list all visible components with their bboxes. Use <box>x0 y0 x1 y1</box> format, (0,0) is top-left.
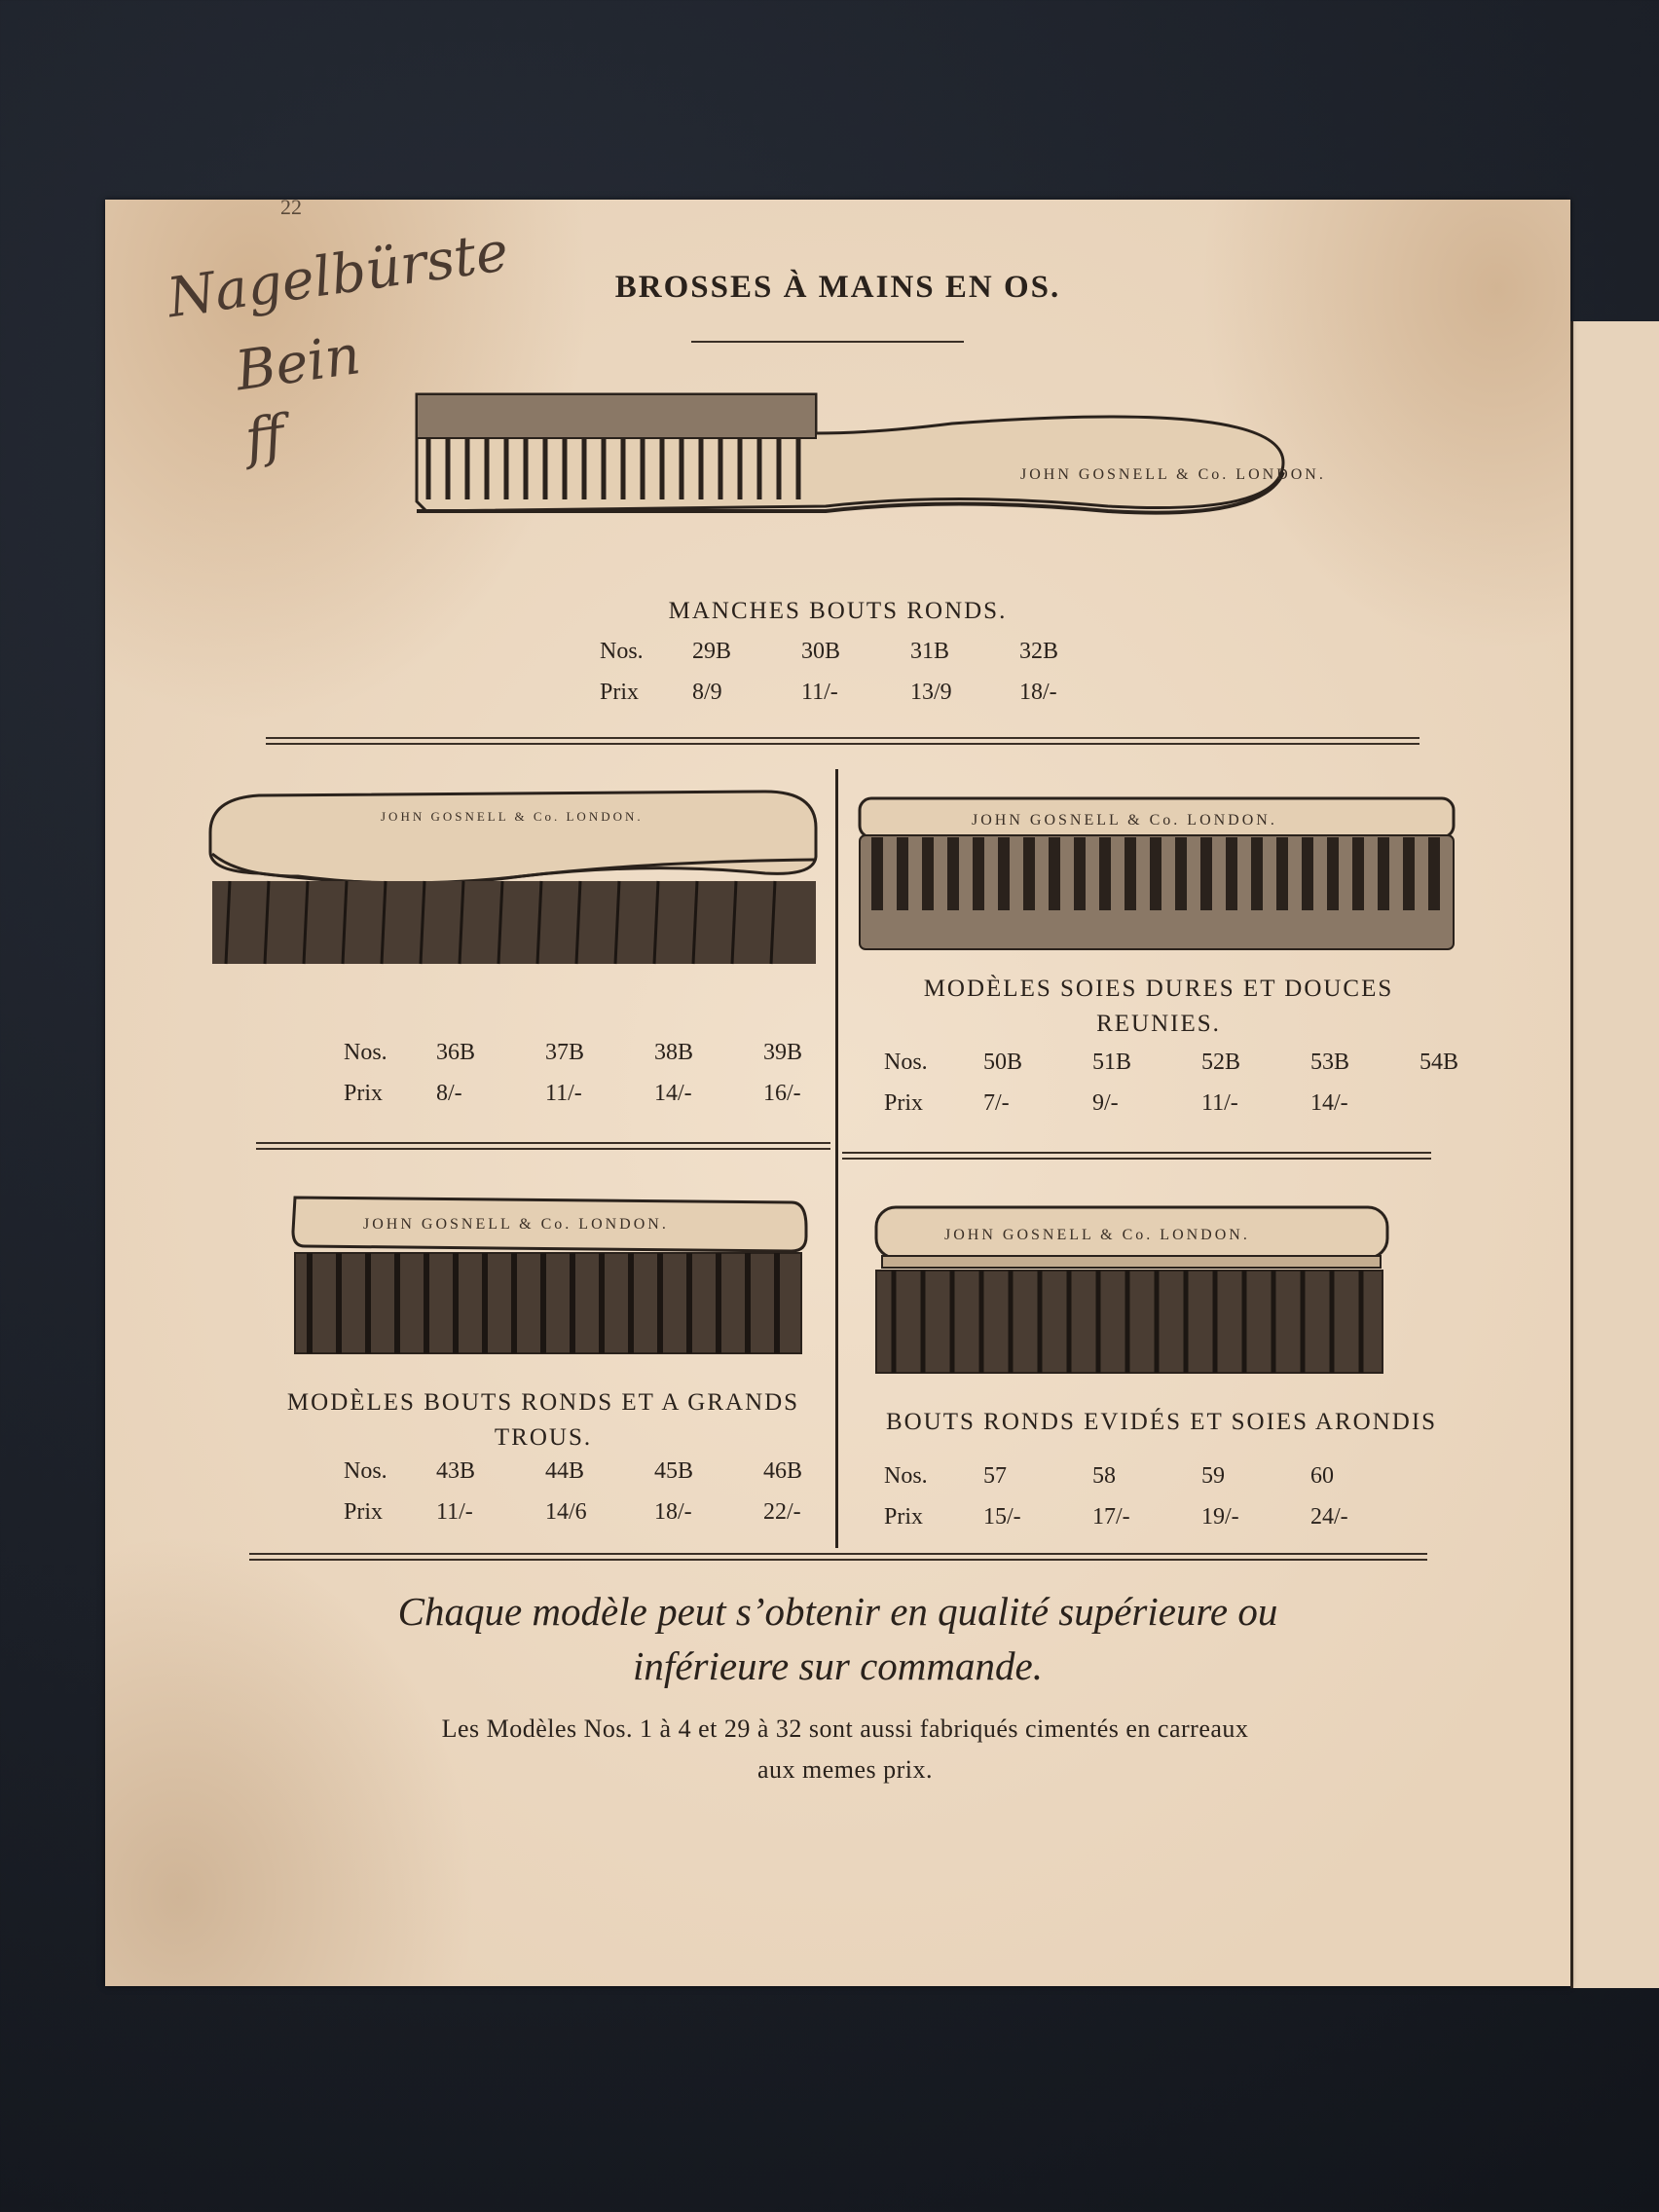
price-value: 24/- <box>1310 1503 1348 1530</box>
handle-brush-illustration <box>407 385 1400 579</box>
title-underline <box>691 341 964 343</box>
nos-label: Nos. <box>344 1457 387 1484</box>
brush-brand-text: JOHN GOSNELL & Co. LONDON. <box>1020 466 1326 483</box>
heading-line: MODÈLES BOUTS RONDS ET A GRANDS <box>286 1389 800 1416</box>
italic-line: Chaque modèle peut s’obtenir en qualité supérieure ou <box>397 1589 1278 1634</box>
table-row <box>600 631 1128 672</box>
price-value: 14/6 <box>545 1498 587 1525</box>
column-divider <box>835 769 838 1548</box>
stiff-soft-brush-illustration <box>850 789 1473 959</box>
footer-italic-note <box>105 1584 1570 1693</box>
price-value: 9/- <box>1092 1089 1119 1116</box>
price-value: 13/9 <box>910 679 952 705</box>
model-number: 53B <box>1310 1049 1350 1075</box>
price-value: 16/- <box>763 1080 801 1106</box>
section-divider <box>266 737 1419 745</box>
nos-label: Nos. <box>884 1049 928 1075</box>
model-number: 38B <box>654 1039 694 1065</box>
handwriting-line-2: Bein <box>232 323 365 404</box>
price-value: 11/- <box>1201 1089 1238 1116</box>
price-value: 15/- <box>983 1503 1021 1530</box>
large-holes-brush-illustration <box>285 1183 816 1363</box>
heading-line: REUNIES. <box>1096 1011 1221 1037</box>
section-divider-right <box>842 1152 1431 1160</box>
prix-label: Prix <box>344 1498 384 1525</box>
price-value: 8/9 <box>692 679 722 705</box>
page-number: 22 <box>280 195 302 219</box>
brush-brand-text: JOHN GOSNELL & Co. LONDON. <box>381 809 644 824</box>
table-row <box>344 1492 872 1532</box>
brush-brand-text: JOHN GOSNELL & Co. LONDON. <box>944 1227 1250 1243</box>
price-value: 19/- <box>1201 1503 1239 1530</box>
prix-label: Prix <box>344 1080 384 1106</box>
model-number: 52B <box>1201 1049 1241 1075</box>
model-number: 60 <box>1310 1462 1334 1489</box>
prix-label: Prix <box>600 679 640 705</box>
price-value: 11/- <box>436 1498 473 1525</box>
model-number: 39B <box>763 1039 803 1065</box>
price-value: 11/- <box>801 679 838 705</box>
model-number: 51B <box>1092 1049 1132 1075</box>
handwriting-line-1: Nagelbürste <box>164 219 512 331</box>
price-table-left-mid <box>344 1032 872 1114</box>
section-heading-manches: MANCHES BOUTS RONDS. <box>668 598 1008 624</box>
model-number: 30B <box>801 638 841 664</box>
model-number: 36B <box>436 1039 476 1065</box>
price-value: 11/- <box>545 1080 582 1106</box>
price-value: 22/- <box>763 1498 801 1525</box>
model-number: 59 <box>1201 1462 1225 1489</box>
brush-brand-text: JOHN GOSNELL & Co. LONDON. <box>972 812 1277 829</box>
table-row <box>344 1451 872 1492</box>
oval-brush-illustration <box>201 784 824 974</box>
table-row <box>884 1042 1529 1083</box>
model-number: 43B <box>436 1457 476 1484</box>
model-number: 29B <box>692 638 732 664</box>
price-value: 14/- <box>1310 1089 1348 1116</box>
model-number: 31B <box>910 638 950 664</box>
price-value: 7/- <box>983 1089 1010 1116</box>
brush-brand-text: JOHN GOSNELL & Co. LONDON. <box>363 1216 669 1233</box>
model-number: 44B <box>545 1457 585 1484</box>
price-value: 18/- <box>1019 679 1057 705</box>
heading-line: MODÈLES SOIES DURES ET DOUCES <box>923 976 1394 1002</box>
handwriting-line-3: ff <box>241 403 289 472</box>
table-row <box>884 1496 1419 1537</box>
model-number: 32B <box>1019 638 1059 664</box>
table-row <box>884 1456 1419 1496</box>
model-number: 45B <box>654 1457 694 1484</box>
facing-page-edge <box>1570 321 1659 1988</box>
price-table-evides <box>884 1456 1419 1537</box>
model-number: 58 <box>1092 1462 1116 1489</box>
section-heading-evides: BOUTS RONDS EVIDÉS ET SOIES ARONDIS <box>885 1409 1438 1435</box>
price-table-grands-trous <box>344 1451 872 1532</box>
footer-divider <box>249 1553 1427 1561</box>
hollowed-brush-illustration <box>865 1198 1400 1382</box>
italic-line: inférieure sur commande. <box>633 1643 1043 1688</box>
catalog-page <box>105 195 1570 1986</box>
nos-label: Nos. <box>344 1039 387 1065</box>
section-heading-grands-trous <box>251 1385 835 1456</box>
table-row <box>344 1032 872 1073</box>
prix-label: Prix <box>884 1503 924 1530</box>
nos-label: Nos. <box>884 1462 928 1489</box>
table-row <box>600 672 1128 713</box>
model-number: 54B <box>1419 1049 1459 1075</box>
price-value: 18/- <box>654 1498 692 1525</box>
heading-line: TROUS. <box>494 1424 593 1451</box>
page-title: BROSSES À MAINS EN OS. <box>614 270 1061 305</box>
prix-label: Prix <box>884 1089 924 1116</box>
section-heading-soies <box>847 972 1470 1042</box>
price-value: 8/- <box>436 1080 462 1106</box>
section-divider-left <box>256 1142 830 1150</box>
price-value: 17/- <box>1092 1503 1130 1530</box>
price-table-manches <box>600 631 1128 713</box>
table-row <box>344 1073 872 1114</box>
nos-label: Nos. <box>600 638 644 664</box>
note-line: aux memes prix. <box>756 1755 934 1784</box>
price-value: 14/- <box>654 1080 692 1106</box>
model-number: 57 <box>983 1462 1007 1489</box>
table-row <box>884 1083 1529 1124</box>
price-table-soies <box>884 1042 1529 1124</box>
model-number: 37B <box>545 1039 585 1065</box>
model-number: 50B <box>983 1049 1023 1075</box>
footer-note <box>241 1709 1449 1790</box>
model-number: 46B <box>763 1457 803 1484</box>
note-line: Les Modèles Nos. 1 à 4 et 29 à 32 sont aussi fabriqués cimentés en carreaux <box>441 1714 1249 1743</box>
